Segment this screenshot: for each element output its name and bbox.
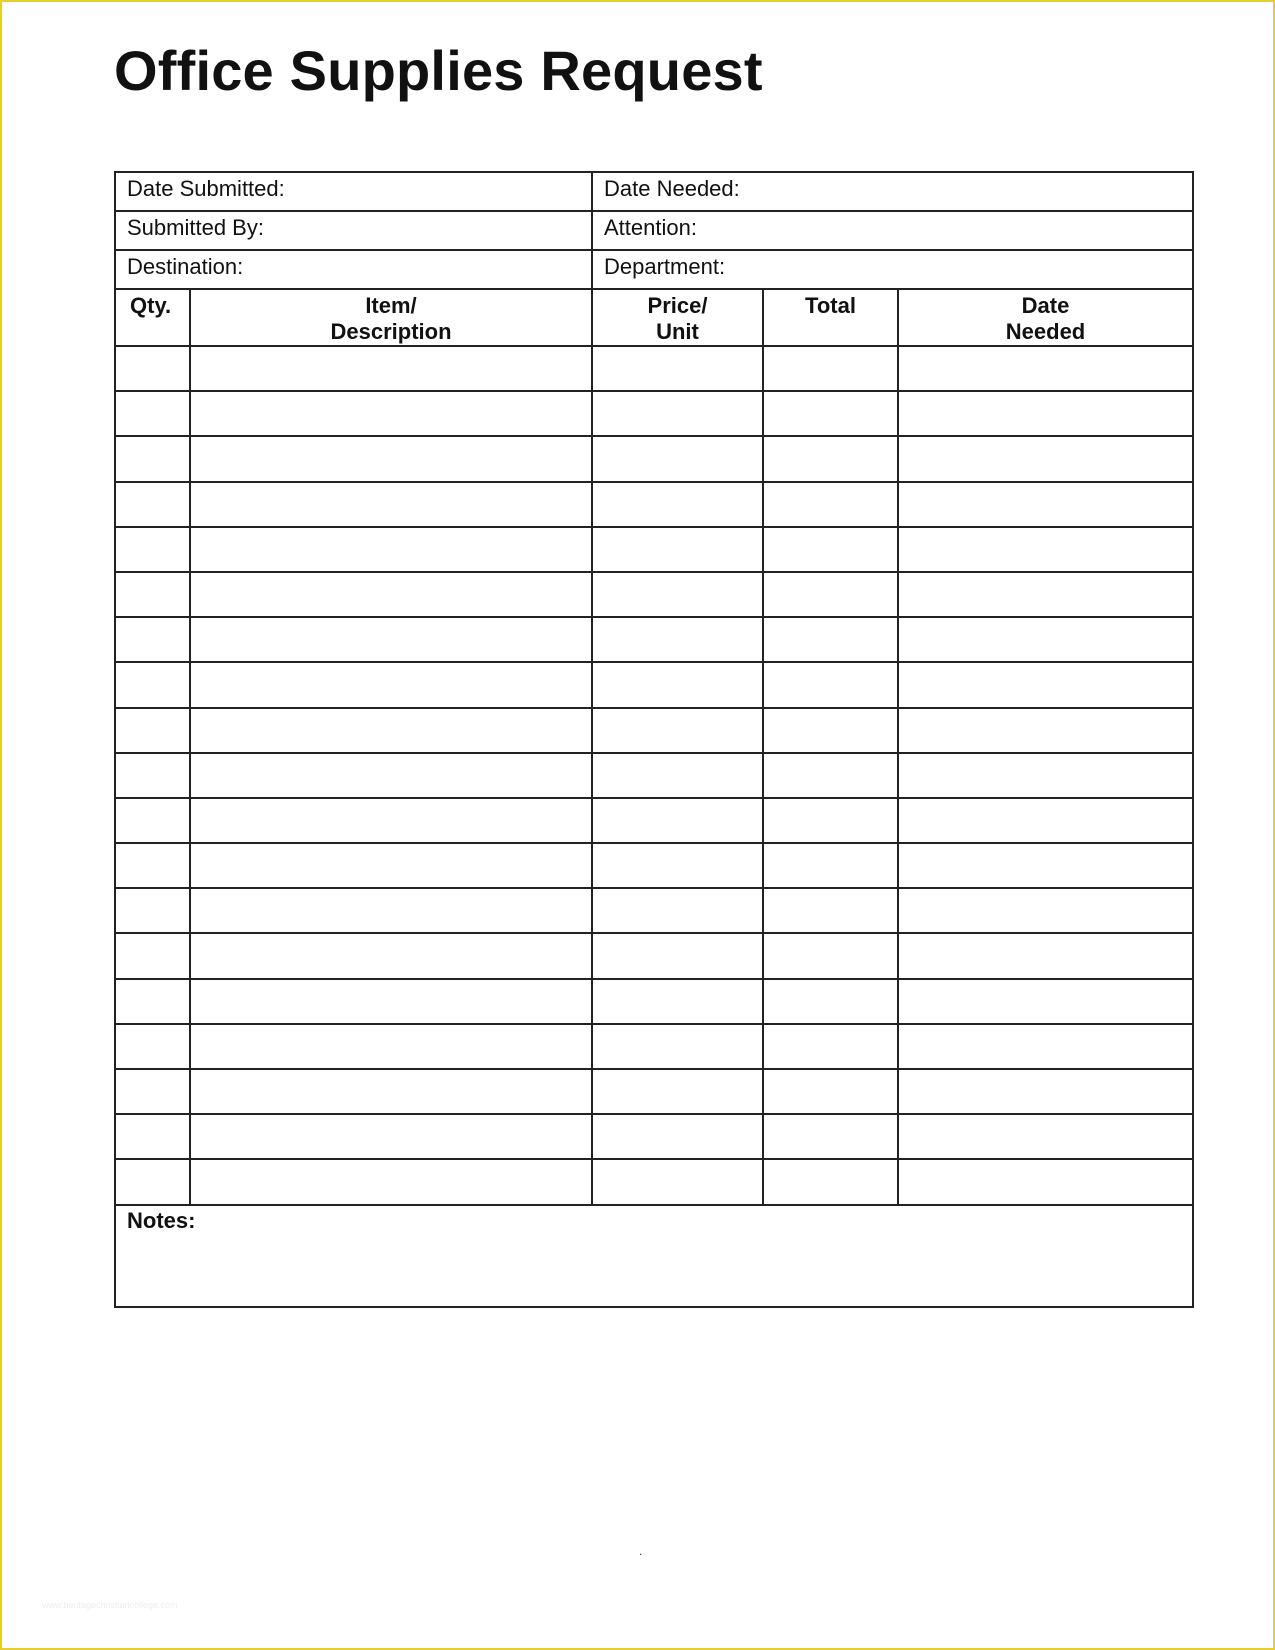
table-row <box>115 708 1193 753</box>
table-row <box>115 888 1193 933</box>
qty-cell[interactable] <box>115 753 190 798</box>
table-row <box>115 843 1193 888</box>
date-needed-cell[interactable] <box>898 1114 1193 1159</box>
table-row <box>115 933 1193 978</box>
table-row <box>115 662 1193 707</box>
price-unit-cell[interactable] <box>592 436 763 481</box>
item-description-cell[interactable] <box>190 527 592 572</box>
table-row <box>115 617 1193 662</box>
table-row <box>115 391 1193 436</box>
total-cell[interactable] <box>763 527 898 572</box>
qty-cell[interactable] <box>115 482 190 527</box>
item-description-cell[interactable] <box>190 436 592 481</box>
total-cell[interactable] <box>763 753 898 798</box>
department-field[interactable] <box>592 250 1193 289</box>
column-header-item: Item/ Description <box>190 289 592 346</box>
price-unit-cell[interactable] <box>592 662 763 707</box>
date-needed-label: Date Needed: <box>604 176 740 201</box>
date-needed-cell[interactable] <box>898 1024 1193 1069</box>
date-needed-cell[interactable] <box>898 798 1193 843</box>
qty-cell[interactable] <box>115 979 190 1024</box>
price-unit-cell[interactable] <box>592 1069 763 1114</box>
price-unit-cell[interactable] <box>592 753 763 798</box>
item-description-cell[interactable] <box>190 572 592 617</box>
column-header-qty: Qty. <box>115 289 190 346</box>
qty-cell[interactable] <box>115 708 190 753</box>
total-cell[interactable] <box>763 888 898 933</box>
qty-cell[interactable] <box>115 933 190 978</box>
item-description-cell[interactable] <box>190 753 592 798</box>
price-unit-cell[interactable] <box>592 1024 763 1069</box>
total-cell[interactable] <box>763 843 898 888</box>
total-cell[interactable] <box>763 662 898 707</box>
total-cell[interactable] <box>763 1024 898 1069</box>
price-unit-cell[interactable] <box>592 888 763 933</box>
attention-label: Attention: <box>604 215 697 240</box>
qty-cell[interactable] <box>115 1114 190 1159</box>
price-unit-cell[interactable] <box>592 1159 763 1204</box>
item-description-cell[interactable] <box>190 662 592 707</box>
item-description-cell[interactable] <box>190 888 592 933</box>
qty-cell[interactable] <box>115 662 190 707</box>
watermark-text: www.heritagechristiancollege.com <box>42 1600 178 1610</box>
date-needed-cell[interactable] <box>898 888 1193 933</box>
price-unit-cell[interactable] <box>592 798 763 843</box>
price-unit-cell[interactable] <box>592 979 763 1024</box>
notes-label: Notes: <box>127 1207 196 1233</box>
table-row <box>115 1159 1193 1204</box>
price-unit-cell[interactable] <box>592 346 763 391</box>
qty-cell[interactable] <box>115 391 190 436</box>
item-description-cell[interactable] <box>190 1159 592 1204</box>
price-unit-cell[interactable] <box>592 933 763 978</box>
qty-cell[interactable] <box>115 1159 190 1204</box>
total-cell[interactable] <box>763 979 898 1024</box>
table-row <box>115 1024 1193 1069</box>
table-row <box>115 1114 1193 1159</box>
column-header-date-needed: Date Needed <box>898 289 1193 346</box>
date-needed-cell[interactable] <box>898 933 1193 978</box>
date-needed-cell[interactable] <box>898 482 1193 527</box>
item-description-cell[interactable] <box>190 843 592 888</box>
qty-cell[interactable] <box>115 346 190 391</box>
department-label: Department: <box>604 254 726 279</box>
date-needed-cell[interactable] <box>898 391 1193 436</box>
destination-label: Destination: <box>127 254 244 279</box>
date-needed-cell[interactable] <box>898 708 1193 753</box>
date-submitted-label: Date Submitted: <box>127 176 285 201</box>
notes-field[interactable] <box>115 1205 1193 1307</box>
date-needed-cell[interactable] <box>898 436 1193 481</box>
qty-cell[interactable] <box>115 843 190 888</box>
item-description-cell[interactable] <box>190 617 592 662</box>
total-cell[interactable] <box>763 346 898 391</box>
qty-cell[interactable] <box>115 888 190 933</box>
qty-cell[interactable] <box>115 798 190 843</box>
price-unit-cell[interactable] <box>592 1114 763 1159</box>
item-description-cell[interactable] <box>190 391 592 436</box>
table-row <box>115 346 1193 391</box>
total-cell[interactable] <box>763 391 898 436</box>
table-row <box>115 436 1193 481</box>
price-unit-cell[interactable] <box>592 391 763 436</box>
item-description-cell[interactable] <box>190 979 592 1024</box>
table-row <box>115 753 1193 798</box>
item-description-cell[interactable] <box>190 346 592 391</box>
date-needed-cell[interactable] <box>898 843 1193 888</box>
column-header-price: Price/ Unit <box>592 289 763 346</box>
total-cell[interactable] <box>763 1159 898 1204</box>
total-cell[interactable] <box>763 572 898 617</box>
date-needed-cell[interactable] <box>898 617 1193 662</box>
footer-mark: . <box>639 1544 643 1558</box>
item-description-cell[interactable] <box>190 1114 592 1159</box>
submitted-by-label: Submitted By: <box>127 215 264 240</box>
date-needed-cell[interactable] <box>898 572 1193 617</box>
column-header-total: Total <box>763 289 898 346</box>
qty-cell[interactable] <box>115 572 190 617</box>
price-unit-cell[interactable] <box>592 708 763 753</box>
qty-cell[interactable] <box>115 617 190 662</box>
table-row <box>115 527 1193 572</box>
total-cell[interactable] <box>763 1114 898 1159</box>
table-row <box>115 572 1193 617</box>
item-description-cell[interactable] <box>190 798 592 843</box>
date-needed-cell[interactable] <box>898 527 1193 572</box>
qty-cell[interactable] <box>115 1024 190 1069</box>
table-row <box>115 1069 1193 1114</box>
total-cell[interactable] <box>763 933 898 978</box>
item-description-cell[interactable] <box>190 933 592 978</box>
date-needed-cell[interactable] <box>898 753 1193 798</box>
item-description-cell[interactable] <box>190 708 592 753</box>
item-description-cell[interactable] <box>190 1024 592 1069</box>
request-table <box>114 171 1194 1308</box>
table-row <box>115 979 1193 1024</box>
total-cell[interactable] <box>763 798 898 843</box>
price-unit-cell[interactable] <box>592 843 763 888</box>
item-description-cell[interactable] <box>190 482 592 527</box>
date-needed-cell[interactable] <box>898 662 1193 707</box>
total-cell[interactable] <box>763 617 898 662</box>
qty-cell[interactable] <box>115 1069 190 1114</box>
table-row <box>115 798 1193 843</box>
total-cell[interactable] <box>763 708 898 753</box>
price-unit-cell[interactable] <box>592 527 763 572</box>
date-submitted-field[interactable] <box>115 172 592 211</box>
form-title: Office Supplies Request <box>114 39 763 102</box>
date-needed-cell[interactable] <box>898 1159 1193 1204</box>
item-description-cell[interactable] <box>190 1069 592 1114</box>
date-needed-cell[interactable] <box>898 1069 1193 1114</box>
attention-field[interactable] <box>592 211 1193 250</box>
date-needed-cell[interactable] <box>898 979 1193 1024</box>
table-row <box>115 482 1193 527</box>
total-cell[interactable] <box>763 482 898 527</box>
price-unit-cell[interactable] <box>592 482 763 527</box>
qty-cell[interactable] <box>115 527 190 572</box>
price-unit-cell[interactable] <box>592 572 763 617</box>
total-cell[interactable] <box>763 1069 898 1114</box>
date-needed-field[interactable] <box>592 172 1193 211</box>
total-cell[interactable] <box>763 436 898 481</box>
price-unit-cell[interactable] <box>592 617 763 662</box>
destination-field[interactable] <box>115 250 592 289</box>
submitted-by-field[interactable] <box>115 211 592 250</box>
qty-cell[interactable] <box>115 436 190 481</box>
date-needed-cell[interactable] <box>898 346 1193 391</box>
